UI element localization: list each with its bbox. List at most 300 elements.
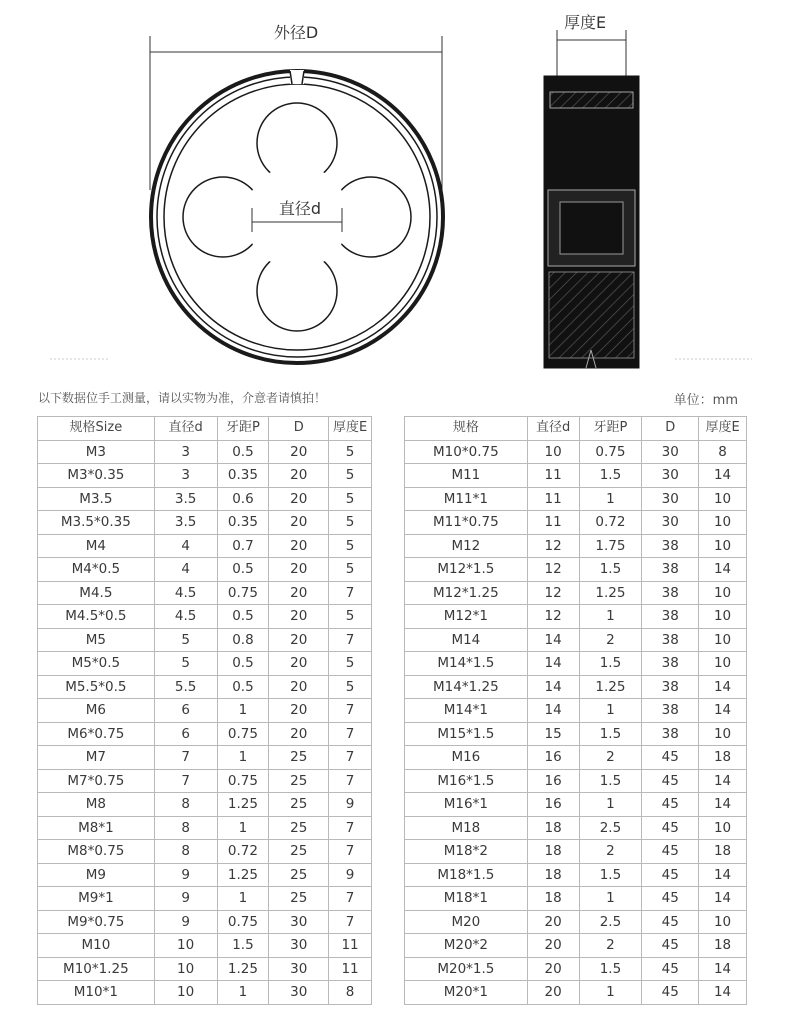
- inner-diameter-cell: 18: [527, 887, 579, 911]
- thickness-cell: 5: [329, 605, 372, 629]
- outer-diameter-cell: 45: [642, 910, 699, 934]
- thickness-cell: 14: [699, 793, 747, 817]
- outer-diameter-cell: 45: [642, 887, 699, 911]
- outer-diameter-cell: 45: [642, 957, 699, 981]
- thickness-cell: 10: [699, 816, 747, 840]
- thickness-cell: 5: [329, 558, 372, 582]
- table-row: [405, 605, 747, 629]
- thickness-cell: 5: [329, 675, 372, 699]
- outer-diameter-cell: 25: [269, 746, 329, 770]
- inner-diameter-cell: 15: [527, 722, 579, 746]
- pitch-cell: 1: [579, 887, 642, 911]
- thickness-cell: 14: [699, 957, 747, 981]
- table-row: [38, 981, 372, 1005]
- spec-cell: M6: [38, 699, 155, 723]
- inner-diameter-cell: 10: [154, 957, 217, 981]
- pitch-cell: 1: [579, 605, 642, 629]
- inner-diameter-cell: 3.5: [154, 511, 217, 535]
- pitch-cell: 1.75: [579, 534, 642, 558]
- inner-diameter-cell: 8: [154, 793, 217, 817]
- spec-cell: M11: [405, 464, 528, 488]
- header-outer-diameter-cell: D: [642, 417, 699, 441]
- outer-diameter-cell: 45: [642, 934, 699, 958]
- pitch-cell: 0.72: [217, 840, 269, 864]
- spec-cell: M16*1: [405, 793, 528, 817]
- pitch-cell: 1: [579, 487, 642, 511]
- thickness-cell: 9: [329, 863, 372, 887]
- table-row: [38, 534, 372, 558]
- spec-cell: M11*0.75: [405, 511, 528, 535]
- table-row: [405, 487, 747, 511]
- thickness-label: 厚度E: [563, 13, 607, 32]
- thickness-cell: 18: [699, 746, 747, 770]
- thickness-cell: 8: [699, 440, 747, 464]
- inner-diameter-cell: 14: [527, 652, 579, 676]
- outer-diameter-cell: 25: [269, 816, 329, 840]
- thickness-cell: 10: [699, 722, 747, 746]
- table-row: [405, 910, 747, 934]
- thickness-cell: 10: [699, 511, 747, 535]
- pitch-cell: 0.75: [579, 440, 642, 464]
- inner-diameter-cell: 4.5: [154, 581, 217, 605]
- thickness-cell: 7: [329, 722, 372, 746]
- outer-diameter-cell: 38: [642, 675, 699, 699]
- pitch-cell: 0.5: [217, 652, 269, 676]
- pitch-cell: 1.5: [579, 464, 642, 488]
- spec-cell: M7: [38, 746, 155, 770]
- unit-label: 单位：mm: [673, 393, 738, 408]
- table-row: [38, 793, 372, 817]
- table-row: [38, 581, 372, 605]
- thickness-cell: 10: [699, 605, 747, 629]
- table-row: [405, 464, 747, 488]
- table-row: [405, 558, 747, 582]
- spec-cell: M12*1.25: [405, 581, 528, 605]
- spec-cell: M20*2: [405, 934, 528, 958]
- table-row: [38, 464, 372, 488]
- table-row: [38, 675, 372, 699]
- pitch-cell: 1: [217, 981, 269, 1005]
- spec-cell: M9*1: [38, 887, 155, 911]
- inner-diameter-cell: 11: [527, 464, 579, 488]
- spec-cell: M18: [405, 816, 528, 840]
- inner-diameter-label: 直径d: [278, 199, 322, 218]
- outer-diameter-cell: 38: [642, 699, 699, 723]
- spec-cell: M12: [405, 534, 528, 558]
- inner-diameter-cell: 16: [527, 793, 579, 817]
- thickness-cell: 7: [329, 699, 372, 723]
- thickness-cell: 5: [329, 511, 372, 535]
- inner-diameter-cell: 9: [154, 910, 217, 934]
- outer-diameter-cell: 38: [642, 534, 699, 558]
- spec-cell: M4*0.5: [38, 558, 155, 582]
- table-row: [38, 863, 372, 887]
- pitch-cell: 1.25: [217, 957, 269, 981]
- spec-cell: M18*1.5: [405, 863, 528, 887]
- spec-cell: M8*0.75: [38, 840, 155, 864]
- pitch-cell: 1: [217, 699, 269, 723]
- table-row: [38, 910, 372, 934]
- outer-diameter-cell: 20: [269, 558, 329, 582]
- pitch-cell: 1.25: [579, 675, 642, 699]
- table-row: [405, 534, 747, 558]
- spec-cell: M8*1: [38, 816, 155, 840]
- table-row: [405, 746, 747, 770]
- inner-diameter-cell: 20: [527, 934, 579, 958]
- spec-cell: M10*0.75: [405, 440, 528, 464]
- spec-cell: M5: [38, 628, 155, 652]
- outer-diameter-cell: 25: [269, 840, 329, 864]
- inner-diameter-cell: 14: [527, 699, 579, 723]
- outer-diameter-cell: 25: [269, 793, 329, 817]
- outer-diameter-cell: 38: [642, 605, 699, 629]
- spec-cell: M10*1.25: [38, 957, 155, 981]
- outer-diameter-cell: 25: [269, 887, 329, 911]
- table-row: [405, 816, 747, 840]
- outer-diameter-cell: 30: [269, 957, 329, 981]
- header-inner-diameter-cell: 直径d: [154, 417, 217, 441]
- inner-diameter-cell: 20: [527, 981, 579, 1005]
- inner-diameter-cell: 11: [527, 511, 579, 535]
- table-row: [38, 487, 372, 511]
- thickness-cell: 14: [699, 887, 747, 911]
- outer-diameter-cell: 20: [269, 675, 329, 699]
- outer-diameter-cell: 38: [642, 628, 699, 652]
- inner-diameter-cell: 5.5: [154, 675, 217, 699]
- table-row: [38, 628, 372, 652]
- outer-diameter-cell: 30: [642, 511, 699, 535]
- thickness-cell: 7: [329, 840, 372, 864]
- pitch-cell: 1: [579, 699, 642, 723]
- thickness-cell: 7: [329, 816, 372, 840]
- pitch-cell: 0.75: [217, 769, 269, 793]
- table-row: [38, 722, 372, 746]
- spec-cell: M4: [38, 534, 155, 558]
- table-row: [405, 581, 747, 605]
- outer-diameter-cell: 45: [642, 863, 699, 887]
- table-row: [405, 699, 747, 723]
- outer-diameter-cell: 20: [269, 534, 329, 558]
- table-row: [38, 840, 372, 864]
- spec-cell: M12*1: [405, 605, 528, 629]
- inner-diameter-cell: 16: [527, 769, 579, 793]
- pitch-cell: 0.75: [217, 722, 269, 746]
- header-pitch-cell: 牙距P: [579, 417, 642, 441]
- inner-diameter-cell: 5: [154, 652, 217, 676]
- thickness-cell: 18: [699, 840, 747, 864]
- spec-cell: M12*1.5: [405, 558, 528, 582]
- inner-diameter-cell: 8: [154, 816, 217, 840]
- inner-diameter-cell: 4: [154, 558, 217, 582]
- thickness-cell: 10: [699, 581, 747, 605]
- pitch-cell: 1: [217, 887, 269, 911]
- outer-diameter-cell: 20: [269, 511, 329, 535]
- spec-cell: M20: [405, 910, 528, 934]
- inner-diameter-cell: 3: [154, 464, 217, 488]
- table-row: [405, 863, 747, 887]
- thickness-cell: 11: [329, 957, 372, 981]
- thickness-cell: 14: [699, 699, 747, 723]
- table-row: [405, 652, 747, 676]
- spec-cell: M20*1: [405, 981, 528, 1005]
- pitch-cell: 2: [579, 934, 642, 958]
- table-row: [405, 957, 747, 981]
- thickness-cell: 7: [329, 581, 372, 605]
- thickness-cell: 5: [329, 440, 372, 464]
- table-row: [405, 511, 747, 535]
- inner-diameter-cell: 4: [154, 534, 217, 558]
- outer-diameter-cell: 20: [269, 628, 329, 652]
- outer-diameter-cell: 45: [642, 793, 699, 817]
- pitch-cell: 1: [579, 793, 642, 817]
- inner-diameter-cell: 10: [527, 440, 579, 464]
- pitch-cell: 1.5: [579, 769, 642, 793]
- outer-diameter-cell: 38: [642, 722, 699, 746]
- inner-diameter-cell: 18: [527, 863, 579, 887]
- spec-cell: M5.5*0.5: [38, 675, 155, 699]
- outer-diameter-cell: 45: [642, 746, 699, 770]
- pitch-cell: 1.25: [579, 581, 642, 605]
- inner-diameter-cell: 12: [527, 605, 579, 629]
- thickness-cell: 7: [329, 746, 372, 770]
- thickness-cell: 9: [329, 793, 372, 817]
- outer-diameter-cell: 20: [269, 699, 329, 723]
- header-outer-diameter-cell: D: [269, 417, 329, 441]
- spec-cell: M6*0.75: [38, 722, 155, 746]
- pitch-cell: 0.5: [217, 440, 269, 464]
- inner-diameter-cell: 16: [527, 746, 579, 770]
- inner-diameter-cell: 7: [154, 746, 217, 770]
- pitch-cell: 0.35: [217, 464, 269, 488]
- inner-diameter-cell: 5: [154, 628, 217, 652]
- pitch-cell: 1.5: [579, 722, 642, 746]
- thickness-cell: 18: [699, 934, 747, 958]
- spec-cell: M20*1.5: [405, 957, 528, 981]
- spec-cell: M3.5: [38, 487, 155, 511]
- spec-cell: M5*0.5: [38, 652, 155, 676]
- spec-cell: M9: [38, 863, 155, 887]
- spec-cell: M3.5*0.35: [38, 511, 155, 535]
- thickness-cell: 5: [329, 464, 372, 488]
- spec-table-left: [37, 416, 372, 1005]
- thickness-cell: 10: [699, 652, 747, 676]
- thickness-cell: 7: [329, 769, 372, 793]
- header-spec-cell: 规格Size: [38, 417, 155, 441]
- pitch-cell: 1.5: [217, 934, 269, 958]
- spec-cell: M4.5: [38, 581, 155, 605]
- thickness-cell: 14: [699, 464, 747, 488]
- thickness-cell: 14: [699, 558, 747, 582]
- thickness-cell: 5: [329, 534, 372, 558]
- table-row: [38, 816, 372, 840]
- header-spec-cell: 规格: [405, 417, 528, 441]
- pitch-cell: 0.5: [217, 558, 269, 582]
- inner-diameter-cell: 18: [527, 816, 579, 840]
- outer-diameter-cell: 20: [269, 605, 329, 629]
- pitch-cell: 1.25: [217, 793, 269, 817]
- table-row: [38, 652, 372, 676]
- outer-diameter-cell: 45: [642, 981, 699, 1005]
- inner-diameter-cell: 9: [154, 887, 217, 911]
- outer-diameter-cell: 30: [269, 981, 329, 1005]
- thickness-cell: 5: [329, 652, 372, 676]
- table-row: [38, 746, 372, 770]
- inner-diameter-cell: 3: [154, 440, 217, 464]
- inner-diameter-cell: 11: [527, 487, 579, 511]
- spec-cell: M4.5*0.5: [38, 605, 155, 629]
- spec-cell: M18*2: [405, 840, 528, 864]
- spec-cell: M16: [405, 746, 528, 770]
- spec-cell: M14: [405, 628, 528, 652]
- outer-diameter-cell: 45: [642, 769, 699, 793]
- pitch-cell: 2: [579, 746, 642, 770]
- table-header-row: [405, 417, 747, 441]
- inner-diameter-cell: 6: [154, 722, 217, 746]
- table-row: [38, 558, 372, 582]
- outer-diameter-cell: 20: [269, 722, 329, 746]
- pitch-cell: 1: [579, 981, 642, 1005]
- spec-cell: M16*1.5: [405, 769, 528, 793]
- outer-diameter-cell: 38: [642, 581, 699, 605]
- spec-cell: M7*0.75: [38, 769, 155, 793]
- outer-diameter-cell: 38: [642, 558, 699, 582]
- outer-diameter-cell: 30: [269, 910, 329, 934]
- spec-cell: M3*0.35: [38, 464, 155, 488]
- pitch-cell: 2: [579, 628, 642, 652]
- thickness-cell: 14: [699, 769, 747, 793]
- pitch-cell: 0.35: [217, 511, 269, 535]
- thickness-cell: 10: [699, 910, 747, 934]
- header-thickness-cell: 厚度E: [329, 417, 372, 441]
- table-row: [405, 722, 747, 746]
- inner-diameter-cell: 20: [527, 910, 579, 934]
- outer-diameter-cell: 20: [269, 652, 329, 676]
- thickness-cell: 10: [699, 534, 747, 558]
- outer-diameter-cell: 25: [269, 863, 329, 887]
- pitch-cell: 1.5: [579, 652, 642, 676]
- outer-diameter-cell: 20: [269, 440, 329, 464]
- pitch-cell: 1: [217, 816, 269, 840]
- pitch-cell: 1: [217, 746, 269, 770]
- table-row: [405, 440, 747, 464]
- thickness-cell: 7: [329, 628, 372, 652]
- table-row: [38, 887, 372, 911]
- table-row: [38, 769, 372, 793]
- table-row: [405, 981, 747, 1005]
- outer-diameter-label: 外径D: [273, 23, 319, 42]
- outer-diameter-cell: 30: [269, 934, 329, 958]
- spec-cell: M14*1.5: [405, 652, 528, 676]
- table-row: [405, 628, 747, 652]
- inner-diameter-cell: 18: [527, 840, 579, 864]
- spec-cell: M3: [38, 440, 155, 464]
- pitch-cell: 2.5: [579, 910, 642, 934]
- inner-diameter-cell: 7: [154, 769, 217, 793]
- spec-cell: M18*1: [405, 887, 528, 911]
- inner-diameter-cell: 10: [154, 981, 217, 1005]
- inner-diameter-cell: 14: [527, 675, 579, 699]
- table-row: [405, 769, 747, 793]
- header-thickness-cell: 厚度E: [699, 417, 747, 441]
- pitch-cell: 2.5: [579, 816, 642, 840]
- pitch-cell: 1.5: [579, 863, 642, 887]
- pitch-cell: 1.5: [579, 558, 642, 582]
- pitch-cell: 0.5: [217, 605, 269, 629]
- outer-diameter-cell: 38: [642, 652, 699, 676]
- thickness-cell: 5: [329, 487, 372, 511]
- die-side-view: [544, 13, 639, 368]
- pitch-cell: 0.75: [217, 581, 269, 605]
- table-row: [38, 699, 372, 723]
- table-row: [405, 887, 747, 911]
- spec-cell: M11*1: [405, 487, 528, 511]
- spec-table-right: [404, 416, 747, 1005]
- thickness-cell: 10: [699, 487, 747, 511]
- outer-diameter-cell: 45: [642, 840, 699, 864]
- outer-diameter-cell: 30: [642, 487, 699, 511]
- spec-cell: M14*1: [405, 699, 528, 723]
- outer-diameter-cell: 20: [269, 487, 329, 511]
- pitch-cell: 0.7: [217, 534, 269, 558]
- inner-diameter-cell: 12: [527, 534, 579, 558]
- inner-diameter-cell: 9: [154, 863, 217, 887]
- inner-diameter-cell: 4.5: [154, 605, 217, 629]
- inner-diameter-cell: 10: [154, 934, 217, 958]
- spec-cell: M10*1: [38, 981, 155, 1005]
- outer-diameter-cell: 25: [269, 769, 329, 793]
- table-row: [38, 934, 372, 958]
- inner-diameter-cell: 6: [154, 699, 217, 723]
- outer-diameter-cell: 30: [642, 464, 699, 488]
- pitch-cell: 2: [579, 840, 642, 864]
- spec-cell: M14*1.25: [405, 675, 528, 699]
- table-row: [38, 957, 372, 981]
- table-row: [405, 793, 747, 817]
- thickness-cell: 10: [699, 628, 747, 652]
- pitch-cell: 1.5: [579, 957, 642, 981]
- outer-diameter-cell: 20: [269, 464, 329, 488]
- table-row: [38, 440, 372, 464]
- inner-diameter-cell: 12: [527, 558, 579, 582]
- die-diagram: [0, 0, 790, 380]
- spec-cell: M8: [38, 793, 155, 817]
- pitch-cell: 0.6: [217, 487, 269, 511]
- inner-diameter-cell: 12: [527, 581, 579, 605]
- outer-diameter-cell: 30: [642, 440, 699, 464]
- spec-cell: M9*0.75: [38, 910, 155, 934]
- thickness-cell: 7: [329, 887, 372, 911]
- thickness-cell: 7: [329, 910, 372, 934]
- header-inner-diameter-cell: 直径d: [527, 417, 579, 441]
- thickness-cell: 8: [329, 981, 372, 1005]
- table-row: [38, 605, 372, 629]
- pitch-cell: 0.8: [217, 628, 269, 652]
- thickness-cell: 14: [699, 981, 747, 1005]
- pitch-cell: 1.25: [217, 863, 269, 887]
- measurement-note: 以下数据位手工测量，请以实物为准，介意者请慎拍！: [38, 391, 327, 405]
- table-row: [405, 675, 747, 699]
- table-row: [405, 934, 747, 958]
- inner-diameter-cell: 20: [527, 957, 579, 981]
- table-row: [405, 840, 747, 864]
- header-pitch-cell: 牙距P: [217, 417, 269, 441]
- spec-cell: M10: [38, 934, 155, 958]
- table-row: [38, 511, 372, 535]
- thickness-cell: 14: [699, 675, 747, 699]
- inner-diameter-cell: 14: [527, 628, 579, 652]
- inner-diameter-cell: 3.5: [154, 487, 217, 511]
- thickness-cell: 14: [699, 863, 747, 887]
